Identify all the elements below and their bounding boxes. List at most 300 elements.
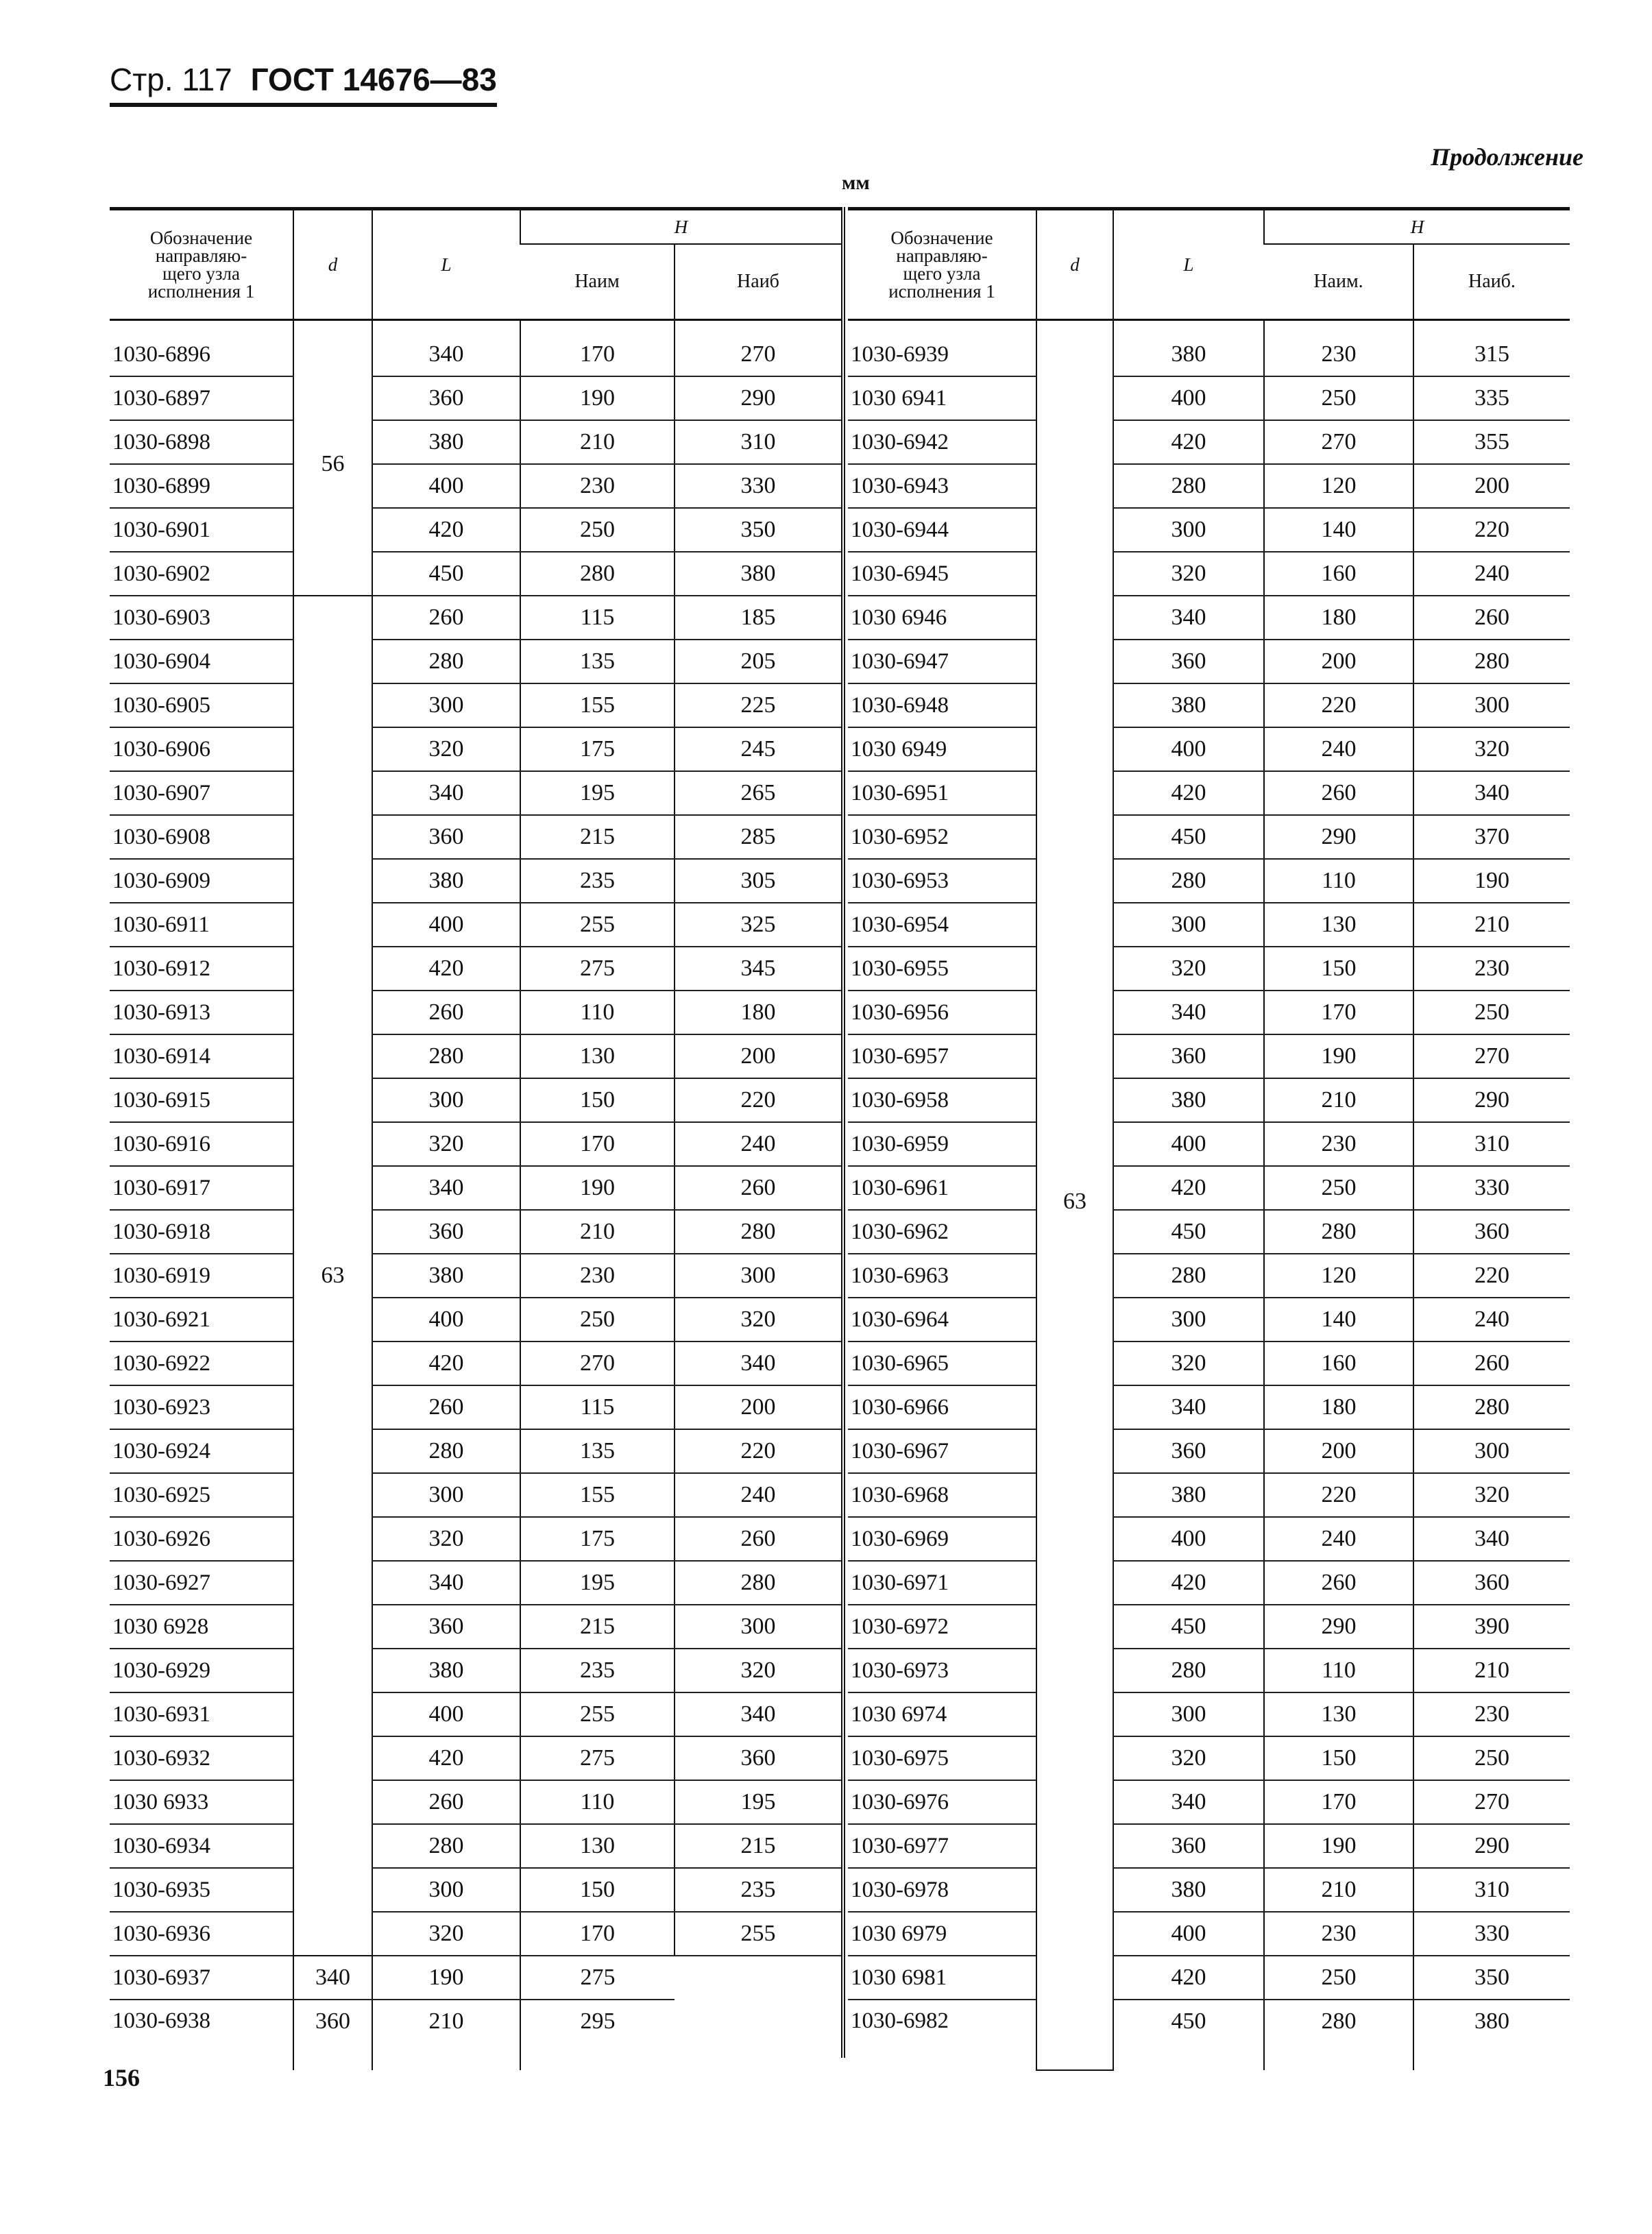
H-min-cell: 200 [1264, 1429, 1413, 1473]
H-min-cell: 220 [1264, 683, 1413, 727]
H-min-cell: 110 [1264, 859, 1413, 903]
H-max-cell: 245 [675, 727, 841, 771]
table-row [848, 1122, 1570, 1166]
L-cell: 400 [372, 903, 520, 947]
H-min-cell: 210 [1264, 1078, 1413, 1122]
L-cell: 380 [372, 859, 520, 903]
H-min-cell: 215 [520, 815, 675, 859]
L-cell: 380 [1113, 683, 1264, 727]
table-row [110, 1912, 841, 1956]
H-max-cell: 235 [675, 1868, 841, 1912]
H-max-cell: 315 [1413, 320, 1570, 377]
L-cell: 400 [372, 1692, 520, 1736]
H-min-cell: 280 [1264, 1210, 1413, 1254]
H-max-cell: 350 [675, 508, 841, 552]
designation-cell: 1030-6977 [848, 1824, 1036, 1868]
table-row [848, 903, 1570, 947]
designation-cell: 1030-6905 [110, 683, 293, 727]
table-row [848, 1034, 1570, 1078]
H-max-cell: 305 [675, 859, 841, 903]
L-cell: 380 [372, 420, 520, 464]
H-min-cell: 160 [1264, 1341, 1413, 1385]
L-cell: 340 [1113, 991, 1264, 1034]
table-row [110, 947, 841, 991]
designation-header-line: Обозначение [890, 228, 993, 248]
L-cell: 360 [293, 2000, 372, 2070]
designation-header-line: исполнения 1 [888, 281, 995, 302]
L-header: L [1113, 209, 1264, 320]
designation-cell: 1030-6898 [110, 420, 293, 464]
table-row [848, 1824, 1570, 1868]
L-cell: 340 [1113, 1780, 1264, 1824]
designation-cell: 1030-6955 [848, 947, 1036, 991]
L-cell: 380 [372, 1254, 520, 1298]
designation-cell: 1030-6969 [848, 1517, 1036, 1561]
H-min-cell: 260 [1264, 1561, 1413, 1605]
H-min-cell: 115 [520, 596, 675, 640]
designation-cell: 1030-6915 [110, 1078, 293, 1122]
H-min-cell: 190 [1264, 1034, 1413, 1078]
table-panel-left [110, 207, 841, 2070]
designation-cell: 1030-6922 [110, 1341, 293, 1385]
L-cell: 300 [372, 683, 520, 727]
table-row [110, 1385, 841, 1429]
L-cell: 420 [1113, 771, 1264, 815]
H-max-cell: 270 [1413, 1034, 1570, 1078]
H-max-cell: 300 [1413, 1429, 1570, 1473]
table-row [110, 2000, 841, 2070]
designation-cell: 1030-6937 [110, 1956, 293, 2000]
H-min-cell: 130 [520, 1824, 675, 1868]
table-row [110, 1034, 841, 1078]
designation-cell: 1030-6907 [110, 771, 293, 815]
H-min-cell: 150 [1264, 947, 1413, 991]
L-cell: 260 [372, 1385, 520, 1429]
L-cell: 360 [1113, 1034, 1264, 1078]
H-max-cell: 210 [1413, 1649, 1570, 1692]
H-min-cell: 110 [520, 991, 675, 1034]
H-max-cell: 280 [675, 1210, 841, 1254]
table-row [848, 1649, 1570, 1692]
table-row [848, 2000, 1570, 2070]
H-min-cell: 120 [1264, 464, 1413, 508]
table-row [110, 859, 841, 903]
designation-cell: 1030-6982 [851, 2008, 949, 2033]
H-min-cell: 250 [520, 1298, 675, 1341]
H-max-cell: 360 [675, 1736, 841, 1780]
H-max-cell: 325 [675, 903, 841, 947]
L-cell: 420 [372, 1736, 520, 1780]
H-max-cell: 260 [675, 1517, 841, 1561]
H-max-cell: 290 [1413, 1078, 1570, 1122]
L-cell: 420 [372, 508, 520, 552]
H-max-cell: 280 [675, 1561, 841, 1605]
H-min-cell: 255 [520, 1692, 675, 1736]
H-min-cell: 130 [1264, 1692, 1413, 1736]
designation-cell: 1030-6962 [848, 1210, 1036, 1254]
H-max-cell: 230 [1413, 947, 1570, 991]
designation-cell: 1030-6911 [110, 903, 293, 947]
H-max-cell: 280 [1413, 1385, 1570, 1429]
table-row [110, 1473, 841, 1517]
H-min-cell: 210 [520, 1210, 675, 1254]
table-row [110, 1824, 841, 1868]
H-max-cell: 380 [675, 552, 841, 596]
L-cell: 280 [1113, 859, 1264, 903]
H-max-cell: 340 [675, 1692, 841, 1736]
designation-cell: 1030 6981 [848, 1956, 1036, 2000]
designation-cell: 1030-6964 [848, 1298, 1036, 1341]
designation-cell: 1030-6973 [848, 1649, 1036, 1692]
H-max-cell: 195 [675, 1780, 841, 1824]
H-max-cell: 295 [520, 2000, 675, 2070]
H-max-cell: 270 [675, 320, 841, 377]
H-max-cell: 220 [1413, 508, 1570, 552]
table-row [848, 1429, 1570, 1473]
table-row [848, 420, 1570, 464]
designation-cell: 1030 6928 [110, 1605, 293, 1649]
table-row [110, 1605, 841, 1649]
table-row [110, 815, 841, 859]
H-max-cell: 320 [675, 1298, 841, 1341]
L-cell: 380 [1113, 1473, 1264, 1517]
designation-header-line: направляю- [155, 245, 247, 266]
H-max-cell: 255 [675, 1912, 841, 1956]
table-row [110, 1649, 841, 1692]
designation-cell: 1030-6971 [848, 1561, 1036, 1605]
designation-header [110, 209, 293, 320]
L-cell: 420 [1113, 420, 1264, 464]
H-max-cell: 220 [675, 1078, 841, 1122]
designation-cell: 1030-6903 [110, 596, 293, 640]
H-min-cell: 170 [1264, 991, 1413, 1034]
H-max-cell: 335 [1413, 376, 1570, 420]
H-max-cell: 340 [1413, 1517, 1570, 1561]
H-min-header: Наим [520, 244, 675, 320]
L-cell: 360 [1113, 1824, 1264, 1868]
H-max-cell: 330 [675, 464, 841, 508]
designation-cell: 1030-6961 [848, 1166, 1036, 1210]
H-max-cell: 360 [1413, 1561, 1570, 1605]
L-cell: 300 [372, 1868, 520, 1912]
table-row [110, 903, 841, 947]
d-header: d [1036, 209, 1113, 320]
L-cell: 380 [1113, 1868, 1264, 1912]
table-row [848, 1385, 1570, 1429]
table-row [848, 320, 1570, 377]
table-row [110, 727, 841, 771]
H-min-cell: 150 [520, 1868, 675, 1912]
H-max-cell: 220 [675, 1429, 841, 1473]
table-row [110, 1956, 841, 2000]
H-min-cell: 230 [520, 1254, 675, 1298]
designation-cell: 1030-6943 [848, 464, 1036, 508]
H-min-cell: 170 [520, 1122, 675, 1166]
H-max-cell: 300 [675, 1254, 841, 1298]
table-row [110, 1254, 841, 1298]
designation-cell: 1030-6965 [848, 1341, 1036, 1385]
page-number-label: Стр. 117 [110, 62, 232, 97]
H-header: H [520, 209, 841, 245]
table-row [848, 1473, 1570, 1517]
L-cell: 400 [1113, 1517, 1264, 1561]
designation-cell: 1030 6946 [848, 596, 1036, 640]
designation-cell: 1030-6966 [848, 1385, 1036, 1429]
H-min-cell: 195 [520, 1561, 675, 1605]
designation-cell: 1030-6942 [848, 420, 1036, 464]
H-min-cell: 275 [520, 947, 675, 991]
table-row [110, 683, 841, 727]
H-max-cell: 200 [675, 1034, 841, 1078]
L-cell: 360 [372, 1210, 520, 1254]
table-body-right [848, 320, 1570, 2071]
H-min-cell: 155 [520, 683, 675, 727]
L-cell: 360 [1113, 1429, 1264, 1473]
H-min-cell: 190 [1264, 1824, 1413, 1868]
designation-cell: 1030 6933 [110, 1780, 293, 1824]
table-header-left [110, 209, 841, 320]
table-row [848, 1166, 1570, 1210]
designation-cell: 1030-6902 [110, 552, 293, 596]
designation-cell: 1030-6935 [110, 1868, 293, 1912]
H-min-cell: 215 [520, 1605, 675, 1649]
L-cell: 400 [1113, 1912, 1264, 1956]
table-row [110, 1078, 841, 1122]
L-cell: 420 [1113, 1166, 1264, 1210]
table-row [110, 1166, 841, 1210]
H-min-cell: 140 [1264, 508, 1413, 552]
L-cell: 450 [1113, 1605, 1264, 1649]
H-max-cell: 320 [675, 1649, 841, 1692]
table-row [848, 464, 1570, 508]
d-cell: 56 [293, 320, 372, 596]
designation-cell: 1030 6979 [848, 1912, 1036, 1956]
table-row [110, 640, 841, 683]
designation-cell: 1030-6956 [848, 991, 1036, 1034]
H-max-header: Наиб. [1413, 244, 1570, 320]
H-min-cell: 120 [1264, 1254, 1413, 1298]
H-max-cell: 260 [1413, 1341, 1570, 1385]
H-min-cell: 135 [520, 640, 675, 683]
H-min-cell: 230 [1264, 1122, 1413, 1166]
designation-cell: 1030-6924 [110, 1429, 293, 1473]
table-row [848, 1341, 1570, 1385]
table-row [848, 508, 1570, 552]
table-row [848, 1605, 1570, 1649]
H-min-cell: 115 [520, 1385, 675, 1429]
L-cell: 300 [1113, 508, 1264, 552]
L-cell: 340 [372, 1166, 520, 1210]
H-min-cell: 240 [1264, 1517, 1413, 1561]
designation-cell: 1030-6967 [848, 1429, 1036, 1473]
L-cell: 400 [1113, 1122, 1264, 1166]
page-header [110, 59, 497, 107]
L-cell: 420 [372, 1341, 520, 1385]
designation-cell: 1030-6925 [110, 1473, 293, 1517]
H-max-cell: 310 [1413, 1868, 1570, 1912]
H-max-cell: 330 [1413, 1166, 1570, 1210]
L-cell: 340 [372, 320, 520, 377]
H-min-cell: 180 [1264, 1385, 1413, 1429]
table-row [848, 640, 1570, 683]
H-max-cell: 225 [675, 683, 841, 727]
H-max-cell: 250 [1413, 991, 1570, 1034]
H-min-cell: 130 [520, 1034, 675, 1078]
H-header: H [1264, 209, 1570, 245]
table-row [848, 815, 1570, 859]
designation-cell: 1030-6916 [110, 1122, 293, 1166]
designation-cell: 1030-6939 [848, 320, 1036, 377]
table-row [848, 596, 1570, 640]
H-max-cell: 215 [675, 1824, 841, 1868]
standard-designation: ГОСТ 14676—83 [250, 62, 497, 97]
H-max-cell: 320 [1413, 1473, 1570, 1517]
H-min-cell: 150 [520, 1078, 675, 1122]
H-max-cell: 230 [1413, 1692, 1570, 1736]
H-min-cell: 260 [1264, 771, 1413, 815]
L-cell: 380 [1113, 1078, 1264, 1122]
designation-cell: 1030-6934 [110, 1824, 293, 1868]
H-min-cell: 280 [520, 552, 675, 596]
designation-cell: 1030-6899 [110, 464, 293, 508]
designation-cell: 1030-6958 [848, 1078, 1036, 1122]
H-max-cell: 260 [1413, 596, 1570, 640]
designation-cell: 1030-6954 [848, 903, 1036, 947]
table-row [110, 552, 841, 596]
H-max-cell: 330 [1413, 1912, 1570, 1956]
H-min-cell: 290 [1264, 815, 1413, 859]
L-cell: 280 [372, 1429, 520, 1473]
designation-cell: 1030-6968 [848, 1473, 1036, 1517]
designation-cell: 1030-6904 [110, 640, 293, 683]
L-cell: 450 [372, 552, 520, 596]
table-row [110, 1122, 841, 1166]
H-min-header: Наим. [1264, 244, 1413, 320]
H-min-cell: 190 [520, 376, 675, 420]
H-min-cell: 160 [1264, 552, 1413, 596]
designation-cell: 1030-6972 [848, 1605, 1036, 1649]
H-min-cell: 200 [1264, 640, 1413, 683]
H-max-cell: 340 [675, 1341, 841, 1385]
L-cell: 260 [372, 1780, 520, 1824]
table-row [110, 1210, 841, 1254]
H-min-cell: 280 [1264, 2000, 1413, 2070]
L-cell: 360 [372, 376, 520, 420]
H-max-cell: 310 [675, 420, 841, 464]
H-min-cell: 190 [372, 1956, 520, 2000]
H-max-cell: 250 [1413, 1736, 1570, 1780]
H-max-cell: 260 [675, 1166, 841, 1210]
designation-cell: 1030-6906 [110, 727, 293, 771]
table-row [110, 1298, 841, 1341]
H-max-cell: 265 [675, 771, 841, 815]
designation-cell: 1030-6963 [848, 1254, 1036, 1298]
H-min-cell: 240 [1264, 727, 1413, 771]
designation-cell: 1030-6948 [848, 683, 1036, 727]
H-min-cell: 230 [1264, 320, 1413, 377]
H-min-cell: 210 [1264, 1868, 1413, 1912]
designation-cell: 1030-6957 [848, 1034, 1036, 1078]
table-row [110, 1692, 841, 1736]
designation-cell: 1030-6896 [110, 320, 293, 377]
designation-cell: 1030-6932 [110, 1736, 293, 1780]
L-cell: 280 [372, 640, 520, 683]
H-max-cell: 350 [1413, 1956, 1570, 2000]
H-min-cell: 110 [1264, 1649, 1413, 1692]
L-cell: 450 [1113, 1210, 1264, 1254]
H-max-cell: 345 [675, 947, 841, 991]
L-cell: 260 [372, 596, 520, 640]
designation-header [848, 209, 1036, 320]
H-max-cell: 240 [1413, 1298, 1570, 1341]
L-cell: 420 [1113, 1561, 1264, 1605]
H-min-cell: 195 [520, 771, 675, 815]
designation-cell: 1030-6909 [110, 859, 293, 903]
H-max-cell: 275 [520, 1956, 675, 2000]
H-max-cell: 205 [675, 640, 841, 683]
H-min-cell: 190 [520, 1166, 675, 1210]
H-min-cell: 270 [520, 1341, 675, 1385]
table-row [110, 1429, 841, 1473]
designation-cell: 1030-6936 [110, 1912, 293, 1956]
H-min-cell: 250 [520, 508, 675, 552]
H-max-cell: 185 [675, 596, 841, 640]
H-max-cell: 200 [1413, 464, 1570, 508]
table-row [848, 859, 1570, 903]
H-max-cell: 180 [675, 991, 841, 1034]
L-cell: 360 [372, 815, 520, 859]
table-row [848, 1912, 1570, 1956]
H-max-cell: 240 [1413, 552, 1570, 596]
L-cell: 340 [372, 771, 520, 815]
table-row [110, 1736, 841, 1780]
designation-cell: 1030-6953 [848, 859, 1036, 903]
table-row [848, 771, 1570, 815]
table-row [848, 552, 1570, 596]
H-min-cell: 155 [520, 1473, 675, 1517]
L-cell: 420 [372, 947, 520, 991]
designation-cell: 1030-6897 [110, 376, 293, 420]
H-min-cell: 180 [1264, 596, 1413, 640]
table-row [110, 1868, 841, 1912]
continuation-label: Продолжение [1431, 143, 1583, 171]
table-header-right [848, 209, 1570, 320]
table-row [848, 1780, 1570, 1824]
L-cell: 280 [372, 1034, 520, 1078]
designation-cell: 1030-6951 [848, 771, 1036, 815]
H-min-cell: 110 [520, 1780, 675, 1824]
designation-cell: 1030-6945 [848, 552, 1036, 596]
H-max-cell: 360 [1413, 1210, 1570, 1254]
H-max-cell: 320 [1413, 727, 1570, 771]
L-cell: 360 [1113, 640, 1264, 683]
H-min-cell: 250 [1264, 1956, 1413, 2000]
H-min-cell: 170 [520, 1912, 675, 1956]
designation-cell: 1030 6949 [848, 727, 1036, 771]
L-cell: 380 [372, 1649, 520, 1692]
designation-cell: 1030 6974 [848, 1692, 1036, 1736]
H-max-cell: 240 [675, 1473, 841, 1517]
L-cell: 320 [372, 1517, 520, 1561]
folio-number: 156 [103, 2064, 140, 2091]
designation-header-line: щего узла [903, 263, 981, 284]
H-max-cell: 270 [1413, 1780, 1570, 1824]
table-row [110, 1517, 841, 1561]
designation-cell: 1030-6929 [110, 1649, 293, 1692]
designation-header-line: направляю- [896, 245, 988, 266]
H-min-cell: 175 [520, 727, 675, 771]
H-min-cell: 220 [1264, 1473, 1413, 1517]
